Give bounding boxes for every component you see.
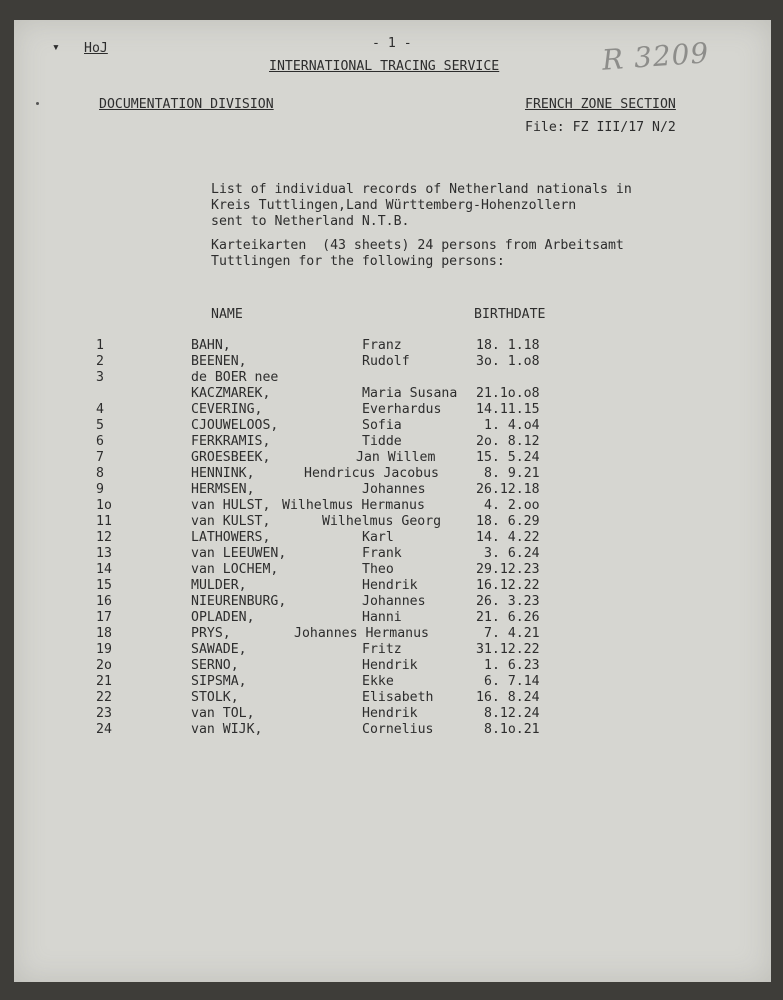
record-birthdate: 31.12.22 [476,642,540,657]
record-row [14,706,771,722]
record-number: 11 [96,514,112,529]
tick-mark: ▾ [52,40,60,55]
record-row [14,610,771,626]
record-surname: van HULST, [191,498,271,513]
record-number: 6 [96,434,104,449]
record-birthdate: 26.12.18 [476,482,540,497]
record-row [14,594,771,610]
record-row [14,722,771,738]
record-surname: de BOER nee [191,370,279,385]
record-given-name: Sofia [362,418,402,433]
intro-line-5: Tuttlingen for the following persons: [211,254,505,269]
handwritten-reference: R 3209 [600,36,711,77]
record-birthdate: 7. 4.21 [484,626,540,641]
record-number: 12 [96,530,112,545]
paper-speck [36,102,39,105]
file-reference: File: FZ III/17 N/2 [525,120,676,135]
record-row [14,338,771,354]
record-birthdate: 4. 2.oo [484,498,540,513]
record-surname: van TOL, [191,706,255,721]
record-row [14,386,771,402]
record-surname: OPLADEN, [191,610,255,625]
record-row [14,402,771,418]
record-given-name: Hendrik [362,706,418,721]
record-row [14,450,771,466]
record-number: 2o [96,658,112,673]
record-row [14,482,771,498]
record-number: 15 [96,578,112,593]
record-given-name: Jan Willem [356,450,436,465]
record-number: 9 [96,482,104,497]
record-number: 13 [96,546,112,561]
record-surname: SERNO, [191,658,239,673]
record-number: 22 [96,690,112,705]
record-surname: NIEURENBURG, [191,594,287,609]
record-surname: GROESBEEK, [191,450,271,465]
record-number: 1 [96,338,104,353]
record-number: 17 [96,610,112,625]
record-row [14,690,771,706]
record-surname: BAHN, [191,338,231,353]
record-given-name: Hanni [362,610,402,625]
record-surname: PRYS, [191,626,231,641]
record-birthdate: 2o. 8.12 [476,434,540,449]
record-given-name: Franz [362,338,402,353]
section-label: FRENCH ZONE SECTION [525,97,676,112]
record-number: 4 [96,402,104,417]
record-birthdate: 8.1o.21 [484,722,540,737]
record-number: 14 [96,562,112,577]
record-given-name: Frank [362,546,402,561]
record-row [14,418,771,434]
page-number: - 1 - [372,36,412,51]
record-row [14,642,771,658]
record-number: 16 [96,594,112,609]
record-birthdate: 15. 5.24 [476,450,540,465]
record-given-name: Everhardus [362,402,442,417]
record-row [14,546,771,562]
record-birthdate: 3o. 1.o8 [476,354,540,369]
record-surname: CEVERING, [191,402,263,417]
record-birthdate: 29.12.23 [476,562,540,577]
record-birthdate: 3. 6.24 [484,546,540,561]
record-surname: STOLK, [191,690,239,705]
record-birthdate: 21.1o.o8 [476,386,540,401]
record-surname: FERKRAMIS, [191,434,271,449]
record-number: 18 [96,626,112,641]
record-given-name: Hendrik [362,658,418,673]
record-birthdate: 21. 6.26 [476,610,540,625]
record-surname: KACZMAREK, [191,386,271,401]
record-surname: van KULST, [191,514,271,529]
record-given-name: Karl [362,530,394,545]
record-surname: BEENEN, [191,354,247,369]
record-birthdate: 1. 6.23 [484,658,540,673]
record-given-name: Tidde [362,434,402,449]
record-row [14,354,771,370]
record-given-name: Wilhelmus Hermanus [282,498,425,513]
record-number: 7 [96,450,104,465]
intro-line-1: List of individual records of Netherland nationals in [211,182,632,197]
intro-line-2: Kreis Tuttlingen,Land Württemberg-Hohenzollern [211,198,577,213]
record-birthdate: 8. 9.21 [484,466,540,481]
record-birthdate: 8.12.24 [484,706,540,721]
record-row [14,626,771,642]
record-surname: van WIJK, [191,722,263,737]
record-birthdate: 16. 8.24 [476,690,540,705]
record-birthdate: 18. 6.29 [476,514,540,529]
record-birthdate: 6. 7.14 [484,674,540,689]
record-given-name: Maria Susana [362,386,458,401]
record-given-name: Hendricus Jacobus [304,466,439,481]
record-given-name: Cornelius [362,722,434,737]
record-row [14,514,771,530]
record-number: 8 [96,466,104,481]
record-birthdate: 1. 4.o4 [484,418,540,433]
record-birthdate: 18. 1.18 [476,338,540,353]
intro-line-3: sent to Netherland N.T.B. [211,214,410,229]
record-given-name: Hendrik [362,578,418,593]
record-given-name: Johannes [362,594,426,609]
intro-line-4: Karteikarten (43 sheets) 24 persons from Arbeitsamt [211,238,624,253]
record-birthdate: 26. 3.23 [476,594,540,609]
document-sheet [14,20,771,982]
record-number: 23 [96,706,112,721]
record-surname: SAWADE, [191,642,247,657]
record-given-name: Johannes Hermanus [294,626,429,641]
record-row [14,578,771,594]
record-given-name: Theo [362,562,394,577]
record-birthdate: 14.11.15 [476,402,540,417]
record-row [14,658,771,674]
record-birthdate: 16.12.22 [476,578,540,593]
record-given-name: Johannes [362,482,426,497]
organization-title: INTERNATIONAL TRACING SERVICE [269,59,500,74]
record-birthdate: 14. 4.22 [476,530,540,545]
record-row [14,370,771,386]
record-row [14,562,771,578]
record-given-name: Wilhelmus Georg [322,514,442,529]
record-number: 24 [96,722,112,737]
record-row [14,434,771,450]
record-surname: van LEEUWEN, [191,546,287,561]
record-surname: HERMSEN, [191,482,255,497]
record-number: 3 [96,370,104,385]
record-surname: LATHOWERS, [191,530,271,545]
record-surname: SIPSMA, [191,674,247,689]
record-number: 2 [96,354,104,369]
record-surname: CJOUWELOOS, [191,418,279,433]
division-label: DOCUMENTATION DIVISION [99,97,274,112]
column-header-birthdate: BIRTHDATE [474,307,546,322]
record-row [14,466,771,482]
record-number: 21 [96,674,112,689]
record-surname: HENNINK, [191,466,255,481]
record-given-name: Elisabeth [362,690,434,705]
record-given-name: Rudolf [362,354,410,369]
record-surname: MULDER, [191,578,247,593]
record-surname: van LOCHEM, [191,562,279,577]
record-number: 1o [96,498,112,513]
column-header-name: NAME [211,307,243,322]
record-given-name: Ekke [362,674,394,689]
record-number: 19 [96,642,112,657]
record-number: 5 [96,418,104,433]
record-row [14,530,771,546]
record-row [14,674,771,690]
record-given-name: Fritz [362,642,402,657]
initials: HoJ [84,41,108,56]
record-row [14,498,771,514]
